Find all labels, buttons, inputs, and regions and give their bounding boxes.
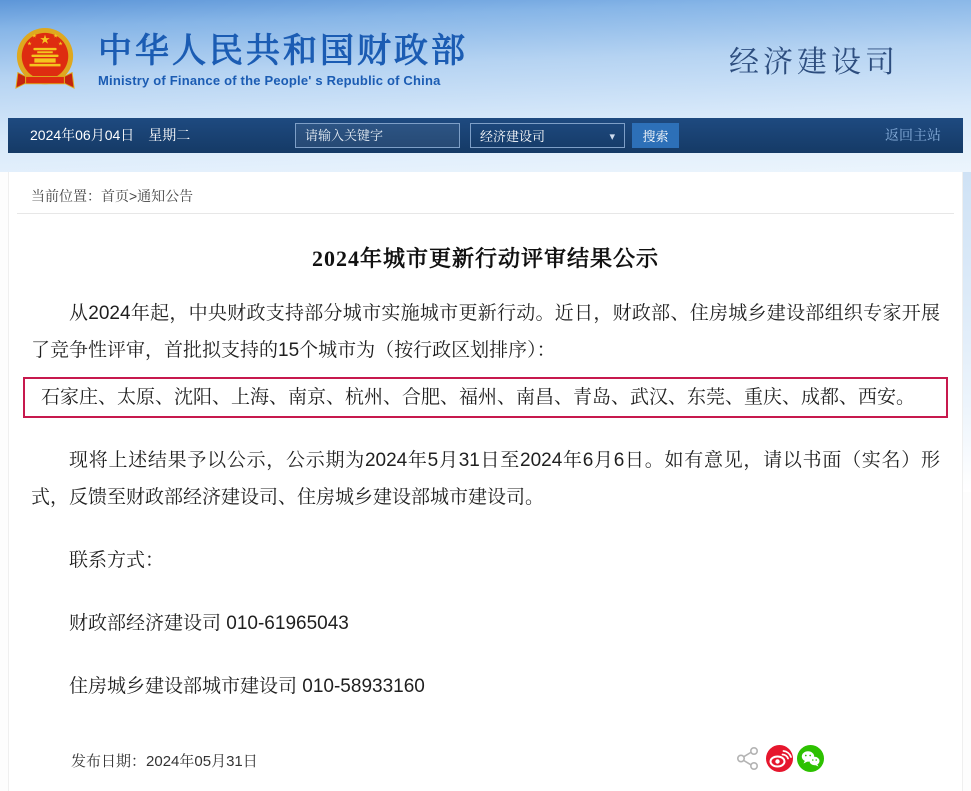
publish-date	[71, 747, 258, 777]
breadcrumb	[9, 172, 962, 213]
navbar	[8, 118, 963, 153]
search-input[interactable]	[295, 123, 460, 148]
highlighted-city-list: 石家庄、太原、沈阳、上海、南京、杭州、合肥、福州、南昌、青岛、武汉、东莞、重庆、成都、西安。	[23, 377, 948, 418]
article-footer	[31, 739, 940, 791]
page-title: 2024年城市更新行动评审结果公示	[311, 246, 659, 271]
paragraph-publicity: 现将上述结果予以公示，公示期为2024年5月31日至2024年6月6日。如有意见，请以书面（实名）形式，反馈至财政部经济建设司、住房城乡建设部城市建设司。	[31, 450, 940, 508]
current-date: 2024年06月04日 星期二	[30, 127, 191, 143]
breadcrumb-divider	[17, 213, 954, 214]
brand-text	[98, 31, 468, 88]
sky-edge-decoration	[963, 172, 971, 492]
content-panel	[8, 172, 963, 791]
site-subtitle: Ministry of Finance of the People' s Republic of China	[98, 72, 441, 88]
site-brand	[14, 19, 468, 99]
chevron-down-icon	[609, 128, 615, 143]
contact-mohurd: 住房城乡建设部城市建设司 010-58933160	[69, 676, 425, 697]
contact-mof: 财政部经济建设司 010-61965043	[69, 613, 349, 634]
contact-heading: 联系方式：	[69, 550, 165, 571]
china-national-emblem-icon	[14, 21, 76, 99]
site-header	[0, 0, 971, 172]
site-title: 中华人民共和国财政部	[98, 31, 468, 70]
paragraph-intro: 从2024年起，中央财政支持部分城市实施城市更新行动。近日，财政部、住房城乡建设部组织专家开展了竞争性评审，首批拟支持的15个城市为（按行政区划排序）：	[31, 303, 940, 361]
breadcrumb-label: 当前位置：	[31, 188, 101, 204]
notice-article	[9, 242, 962, 791]
department-name: 经济建设司	[729, 46, 899, 79]
search-scope-value: 经济建设司	[480, 129, 546, 144]
search-scope-select[interactable]	[470, 123, 625, 148]
search-button[interactable]: 搜索	[632, 123, 679, 148]
return-home-link[interactable]: 返回主站	[885, 127, 941, 143]
publish-date-value: 2024年05月31日	[146, 753, 258, 770]
publish-date-label: 发布日期：	[71, 753, 147, 770]
breadcrumb-path[interactable]: 首页>通知公告	[101, 188, 194, 204]
header-row	[0, 0, 971, 118]
